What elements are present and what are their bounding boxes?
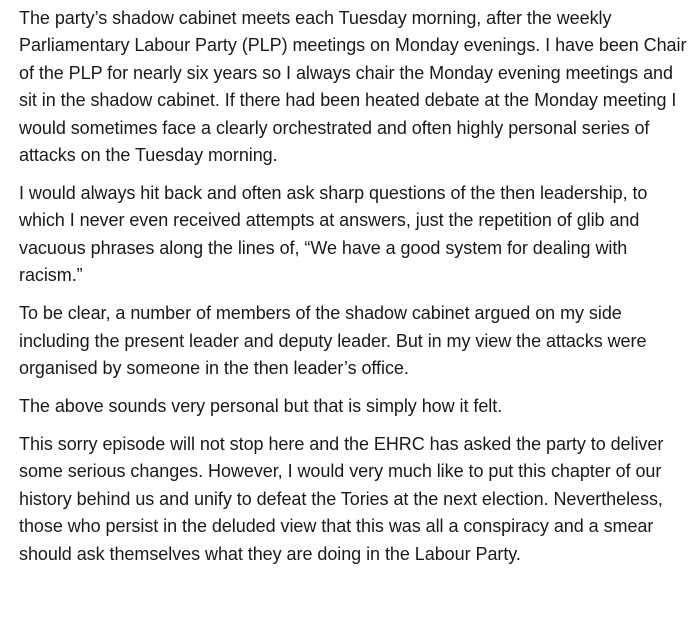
article-paragraph: This sorry episode will not stop here and the EHRC has asked the party to deliver some serious changes. However, I would very much like to put this chapter of our history behind us and unify to defeat the Tories at the next election. Nevertheless, those who persist in the deluded view that this was all a conspiracy and a smear should ask themselves what they are doing in the Labour Party. [19,434,664,564]
article-paragraph: The party’s shadow cabinet meets each Tuesday morning, after the weekly Parliamentary Labour Party (PLP) meetings on Monday evenings. I have been Chair of the PLP for nearly six years so I always chair the Monday evening meetings and sit in the shadow cabinet. If there had been heated debate at the Monday meeting I would sometimes face a clearly orchestrated and often highly personal series of attacks on the Tuesday morning. [19,8,687,166]
article-paragraph: To be clear, a number of members of the shadow cabinet argued on my side including the present leader and deputy leader. But in my view the attacks were organised by someone in the then leader’s office. [19,303,647,379]
article-paragraph: I would always hit back and often ask sharp questions of the then leadership, to which I never even received attempts at answers, just the repetition of glib and vacuous phrases along the lines of, “We have a good system for dealing with racism.” [19,183,648,286]
article-paragraph: The above sounds very personal but that is simply how it felt. [19,396,503,417]
